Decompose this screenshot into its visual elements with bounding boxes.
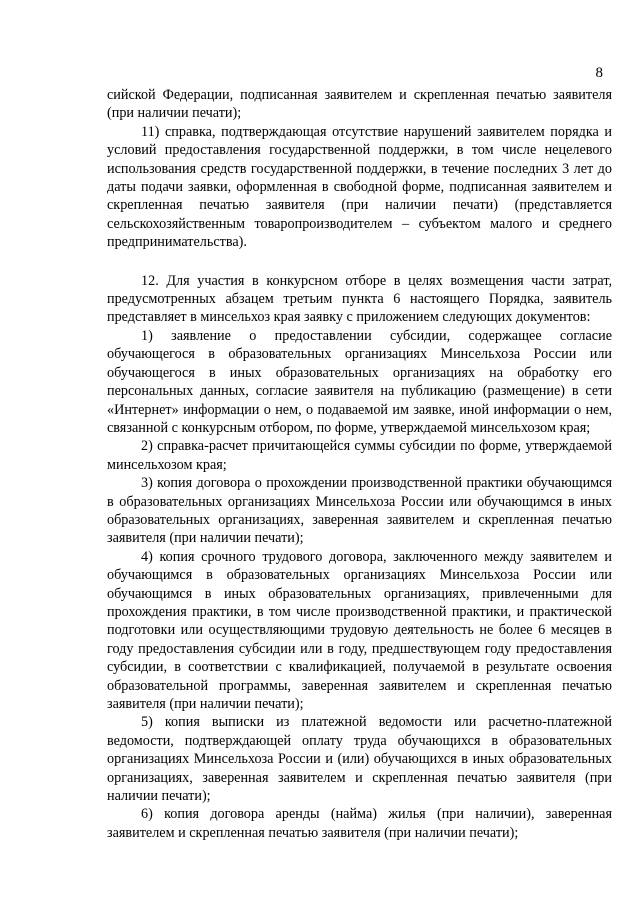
paragraph-item-4: 4) копия срочного трудового договора, заключенного между заявителем и обучающимся в образовательных организациях Минсельхоза России или обучающимся в иных образовательных организациях, привлеченными для прохождения практики, в том числе производственной практики, и практической подготовки или осуществляющими трудовую деятельность не более 6 месяцев в году предоставления субсидии или в году, предшествующем году предоставления субсидии, в соответствии с квалификацией, получаемой в результате освоения образовательной программы, заверенная заявителем и скрепленная печатью заявителя (при наличии печати); [107, 548, 612, 712]
document-body [107, 86, 612, 842]
paragraph-section-12: 12. Для участия в конкурсном отборе в целях возмещения части затрат, предусмотренных абзацем третьим пункта 6 настоящего Порядка, заявитель представляет в минсельхоз края заявку с приложением следующих документов: [107, 272, 612, 326]
paragraph-item-6: 6) копия договора аренды (найма) жилья (при наличии), заверенная заявителем и скрепленная печатью заявителя (при наличии печати); [107, 806, 612, 841]
paragraph-item-5: 5) копия выписки из платежной ведомости или расчетно-платежной ведомости, подтверждающей оплату труда обучающихся в образовательных организациях Минсельхоза России и (или) обучающихся в иных образовательных организациях, заверенная заявителем и скрепленная печатью заявителя (при наличии печати); [107, 714, 612, 805]
paragraph-item-2: 2) справка-расчет причитающейся суммы субсидии по форме, утверждаемой минсельхозом края; [107, 438, 612, 473]
paragraph-item-11: 11) справка, подтверждающая отсутствие нарушений заявителем порядка и условий предоставления государственной поддержки, в том числе нецелевого использования средств государственной поддержки, в течение последних 3 лет до даты подачи заявки, оформленная в свободной форме, подписанная заявителем и скрепленная печатью заявителя (при наличии печати) (представляется сельскохозяйственным товаропроизводителем – субъектом малого и среднего предпринимательства). [107, 123, 612, 251]
page-number: 8 [595, 65, 603, 81]
paragraph-continued-item-10: сийской Федерации, подписанная заявителем и скрепленная печатью заявителя (при наличии печати); [107, 87, 612, 122]
paragraph-item-1: 1) заявление о предоставлении субсидии, содержащее согласие обучающегося в образовательных организациях Минсельхоза России или обучающегося в иных образовательных организациях на обработку его персональных данных, согласие заявителя на публикацию (размещение) в сети «Интернет» информации о нем, о подаваемой им заявке, иной информации о нем, связанной с конкурсным отбором, по форме, утверждаемой минсельхозом края; [107, 327, 612, 436]
paragraph-item-3: 3) копия договора о прохождении производственной практики обучающимся в образовательных организациях Минсельхоза России или обучающимся в иных образовательных организациях, заверенная заявителем и скрепленная печатью заявителя (при наличии печати); [107, 475, 612, 547]
